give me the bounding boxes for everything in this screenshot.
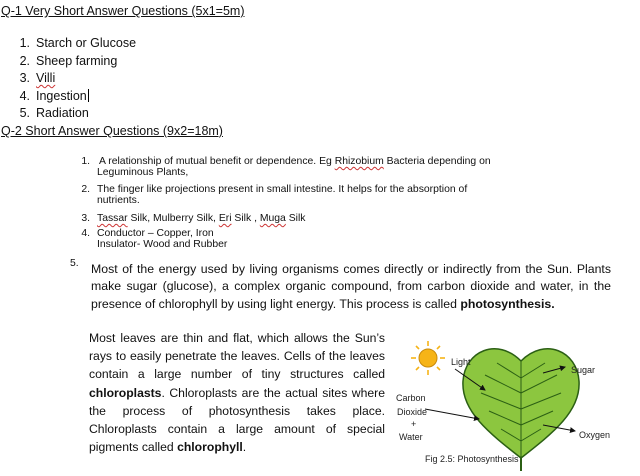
q1-answer-number: 2.	[19, 54, 30, 68]
photosynthesis-paragraph	[91, 261, 611, 313]
paragraph-text: . Chloroplasts are the actual sites where the process of photosynthesis takes place. Chloroplasts contain a large amount of special pigments called	[89, 385, 385, 455]
q1-answer-number: 1.	[19, 36, 30, 50]
q2-answer-text: Silk	[285, 213, 306, 224]
q2-answer-text: Silk, Mulberry Silk,	[127, 213, 219, 224]
q1-answer-5	[10, 106, 89, 120]
q2-answer-number: 2.	[81, 184, 90, 195]
q2-answer-3	[81, 213, 597, 224]
plus-label: +	[411, 419, 417, 429]
paragraph-text: Most of the energy used by living organisms comes directly or indirectly from the Sun. Plants make sugar (glucose), a complex organic compound, from carbon dioxide and water, in the presence of chlorophyll by using light energy. This process is called	[91, 262, 611, 311]
text-cursor	[88, 89, 89, 102]
q2-answer-term: Rhizobium	[334, 156, 384, 167]
q2-answer-text: nutrients.	[97, 195, 140, 206]
q2-answer-text: The finger like projections present in small intestine. It helps for the absorption of	[97, 184, 468, 195]
q1-answer-text: Villi	[36, 71, 56, 85]
q2-answer-term: Eri	[218, 213, 232, 224]
q2-answer-number: 4.	[81, 228, 90, 239]
q2-answer-5-number: 5.	[70, 258, 79, 269]
leaf-icon	[463, 349, 579, 471]
paragraph-bold-term: chloroplasts	[89, 385, 162, 400]
paragraph-text: Most leaves are thin and flat, which allows the Sun’s rays to easily penetrate the leaves. Cells of the leaves contain a large number of tiny structures called	[89, 331, 385, 382]
water-label: Water	[399, 432, 423, 442]
q2-answer-2	[81, 184, 597, 206]
q2-answer-text: Conductor – Copper, Iron	[97, 228, 214, 239]
q1-answer-3	[10, 71, 55, 85]
q1-answer-text: Starch or Glucose	[36, 36, 137, 50]
dioxide-label: Dioxide	[397, 407, 428, 417]
q2-answer-text: Leguminous Plants,	[97, 167, 189, 178]
q2-answer-text: Insulator- Wood and Rubber	[97, 239, 228, 250]
q2-answer-number: 1.	[81, 156, 90, 167]
q2-answer-text: Silk ,	[231, 213, 260, 224]
q2-answer-text: A relationship of mutual benefit or dependence. Eg	[99, 156, 335, 167]
q1-answer-text: Sheep farming	[36, 54, 118, 68]
light-label: Light	[451, 357, 471, 367]
sugar-label: Sugar	[571, 365, 596, 375]
figure-caption: Fig 2.5: Photosynthesis	[425, 454, 519, 464]
q2-answer-4	[81, 228, 597, 250]
paragraph-bold-term: chlorophyll	[177, 440, 243, 455]
q1-answer-2	[10, 54, 117, 68]
paragraph-bold-term: photosynthesis.	[460, 296, 555, 311]
q1-answer-1	[10, 36, 136, 50]
q2-answer-number: 3.	[81, 213, 90, 224]
q1-answer-number: 5.	[19, 106, 30, 120]
q2-answer-term: Tassar	[97, 213, 128, 224]
leaf-diagram	[393, 333, 633, 471]
q2-answer-term: Muga	[259, 213, 286, 224]
q1-answer-4	[10, 89, 89, 103]
chloroplast-paragraph	[89, 329, 385, 456]
q2-answer-text: Bacteria depending on	[383, 156, 491, 167]
q1-answer-number: 4.	[19, 89, 30, 103]
q2-answer-1	[81, 156, 597, 178]
photosynthesis-figure	[393, 333, 633, 471]
q1-answer-text: Radiation	[36, 106, 89, 120]
q1-answer-number: 3.	[19, 71, 30, 85]
carbon-label: Carbon	[396, 393, 426, 403]
q1-answer-text: Ingestion	[36, 89, 87, 103]
paragraph-text: .	[242, 440, 247, 455]
sun-icon	[411, 341, 445, 375]
q1-heading: Q-1 Very Short Answer Questions (5x1=5m)	[1, 4, 245, 18]
oxygen-label: Oxygen	[579, 430, 611, 440]
q2-heading: Q-2 Short Answer Questions (9x2=18m)	[1, 124, 223, 138]
